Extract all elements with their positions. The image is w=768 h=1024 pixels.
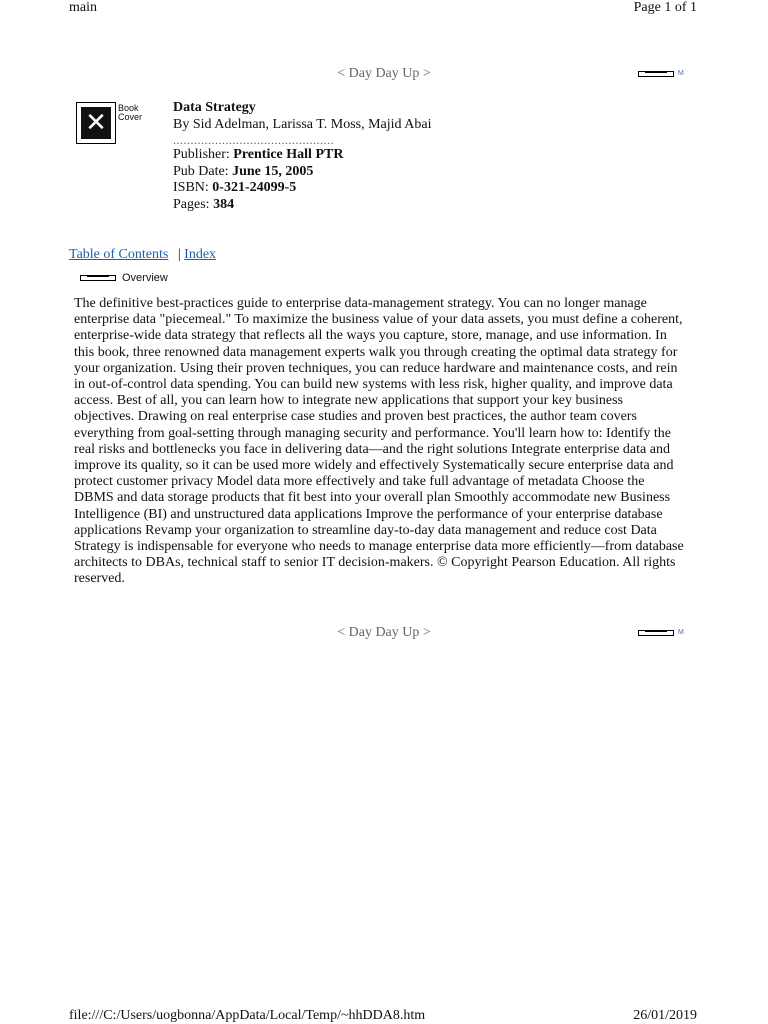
isbn-value: 0-321-24099-5 bbox=[212, 180, 297, 195]
broken-image-icon: ✕ bbox=[81, 107, 111, 139]
nav-mark: M bbox=[678, 70, 684, 77]
overview-label: Overview bbox=[122, 272, 168, 284]
navigation-bar-icon bbox=[638, 71, 674, 77]
link-separator: | bbox=[177, 247, 181, 262]
overview-icon bbox=[80, 275, 116, 281]
day-day-up-link-top[interactable]: < Day Day Up > bbox=[337, 66, 431, 81]
book-cover-alt-text: Book Cover bbox=[118, 103, 143, 122]
pages-value: 384 bbox=[213, 196, 235, 212]
table-of-contents-link[interactable]: Table of Contents bbox=[69, 247, 169, 262]
pubdate-row bbox=[173, 164, 431, 181]
pages-row bbox=[173, 197, 431, 214]
file-path: file:///C:/Users/uogbonna/AppData/Local/Temp/~hhDDA8.htm bbox=[69, 1008, 426, 1023]
book-metadata bbox=[173, 100, 431, 213]
publisher-value: Prentice Hall PTR bbox=[233, 147, 344, 162]
book-title: Data Strategy bbox=[173, 100, 256, 115]
nav-arrows-icon-bottom[interactable] bbox=[638, 629, 684, 636]
toc-index-links bbox=[69, 247, 216, 263]
isbn-label: ISBN: bbox=[173, 180, 209, 195]
book-cover-image bbox=[76, 102, 116, 144]
index-link[interactable]: Index bbox=[184, 247, 217, 262]
isbn-row bbox=[173, 180, 431, 197]
header-left: main bbox=[69, 0, 97, 15]
book-description: The definitive best-practices guide to enterprise data-management strategy. You can no longer manage enterprise data "piecemeal." To maximize the business value of your data assets, you must define a coherent, enterprise-wide data strategy that reflects all the ways you capture, store, manage, and use information. In this book, three renowned data management experts walk you through creating the optimal data strategy for your organization. Using their proven techniques, you can reduce hardware and maintenance costs, and rein in out-of-control data spending. You can build new systems with less risk, higher quality, and improve data access. Best of all, you can learn how to integrate new applications that support your key business objectives. Drawing on real enterprise case studies and proven best practices, the author team covers everything from goal-setting through managing security and performance. You'll learn how to: Identify the real risks and bottlenecks you face in delivering data—and the right solutions Integrate enterprise data and improve its quality, so it can be used more widely and effectively Systematically secure enterprise data and protect customer privacy Model data more effectively and take full advantage of metadata Choose the DBMS and data storage products that fit best into your overall plan Smoothly accommodate new Business Intelligence (BI) and unstructured data applications Improve the performance of your enterprise database applications Revamp your organization to streamline day-to-day data management and reduce cost Data Strategy is indispensable for everyone who needs to manage enterprise data more efficiently—from database architects to DBAs, technical staff to senior IT decision-makers. © Copyright Pearson Education. All rights reserved. bbox=[74, 296, 684, 587]
pages-label: Pages: bbox=[173, 196, 210, 212]
print-date: 26/01/2019 bbox=[633, 1008, 697, 1023]
day-day-up-link-bottom[interactable]: < Day Day Up > bbox=[337, 625, 431, 640]
page-indicator: Page 1 of 1 bbox=[633, 0, 697, 15]
navigation-bar-icon bbox=[638, 630, 674, 636]
pubdate-label: Pub Date: bbox=[173, 163, 229, 179]
nav-arrows-icon-top[interactable] bbox=[638, 70, 684, 77]
nav-mark: M bbox=[678, 629, 684, 636]
book-authors: By Sid Adelman, Larissa T. Moss, Majid Abai bbox=[173, 116, 432, 132]
separator-dots: .............................................. bbox=[173, 133, 334, 147]
publisher-label: Publisher: bbox=[173, 147, 230, 162]
publisher-row bbox=[173, 147, 431, 164]
overview-heading bbox=[80, 272, 168, 284]
pubdate-value: June 15, 2005 bbox=[232, 163, 314, 179]
